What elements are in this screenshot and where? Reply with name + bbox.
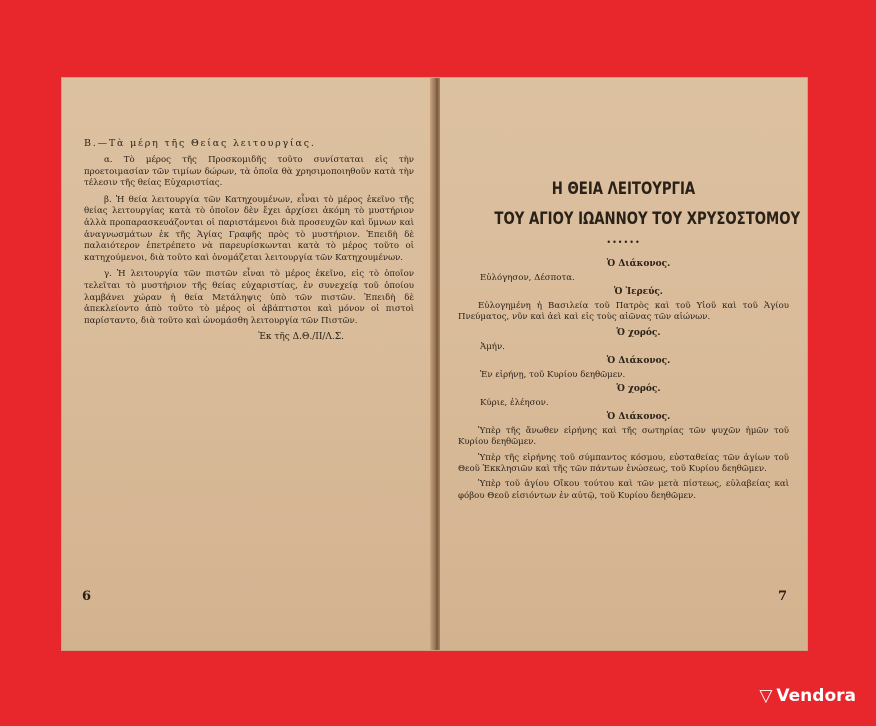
- page-number-right: 7: [777, 589, 787, 604]
- speaker-label: Ὁ Διάκονος.: [606, 411, 671, 422]
- paragraph-prothesis: α. Τὸ μέρος τῆς Προσκομιδῆς τοῦτο συνίσταται εἰς τὴν προετοιμασίαν τῶν τιμίων δώρων, τὰ ὁποῖα θὰ χρησιμοποιηθοῦν κατὰ τὴν τέλεσιν τῆς θείας Εὐχαριστίας.: [84, 155, 414, 189]
- dialogue-line: Ὑπὲρ τῆς ἄνωθεν εἰρήνης καὶ τῆς σωτηρίας τῶν ψυχῶν ἡμῶν τοῦ Κυρίου δεηθῶμεν.: [458, 425, 789, 448]
- right-page: [440, 78, 807, 650]
- watermark-label: Vendora: [776, 686, 856, 706]
- speaker-label: Ὁ χορός.: [616, 383, 661, 394]
- open-booklet: [62, 78, 807, 650]
- speaker-label: Ὁ Διάκονος.: [606, 259, 671, 269]
- left-page: [62, 78, 434, 650]
- petition-line: Ὑπὲρ τοῦ ἁγίου Οἴκου τούτου καὶ τῶν μετὰ πίστεως, εὐλαβείας καὶ φόβου Θεοῦ εἰσιόντων ἐν αὐτῷ, τοῦ Κυρίου δεηθῶμεν.: [458, 479, 789, 501]
- petition-line: Ὑπὲρ τῆς εἰρήνης τοῦ σύμπαντος κόσμου, εὐσταθείας τῶν ἁγίων τοῦ Θεοῦ Ἐκκλησιῶν καὶ τῆς τῶν πάντων ἑνώσεως, τοῦ Κυρίου δεηθῶμεν.: [458, 452, 789, 475]
- source-citation: Ἐκ τῆς Δ.Θ./ΙΙ/Λ.Σ.: [258, 332, 344, 343]
- dialogue-line: Ἐν εἰρήνῃ, τοῦ Κυρίου δεηθῶμεν.: [480, 369, 626, 380]
- speaker-label: Ὁ Ἱερεύς.: [614, 287, 663, 297]
- vendora-watermark: [759, 686, 856, 706]
- dialogue-line: Ἀμήν.: [480, 341, 505, 352]
- vendora-check-icon: ▽: [759, 686, 773, 706]
- liturgy-title-line1: Η ΘΕΙΑ ΛΕΙΤΟΥΡΓΙΑ: [551, 179, 696, 199]
- section-heading: Β.—Τὰ μέρη τῆς Θείας λειτουργίας.: [84, 138, 316, 149]
- dialogue-line: Εὐλόγησον, Δέσποτα.: [480, 273, 575, 283]
- paragraph-faithful: γ. Ἡ λειτουργία τῶν πιστῶν εἶναι τὸ μέρος ἐκεῖνο, εἰς τὸ ὁποῖον τελεῖται τὸ μυστήριον τῆς θείας εὐχαριστίας, ἐν συνεχείᾳ τοῦ ὁποίου λαμβάνει χώραν ἡ θεία Μετάληψις ὑπὸ τῶν πιστῶν. Ἐπειδὴ δὲ ἀπεκλείοντο ἀπὸ τοῦτο τὸ μέρος οἱ ἀβάπτιστοι καὶ μόνον οἱ πιστοὶ παρίσταντο, διὰ τοῦτο καὶ ὠνομάσθη λειτουργία τῶν Πιστῶν.: [84, 269, 414, 326]
- liturgy-title-line2: ΤΟΥ ΑΓΙΟΥ ΙΩΑΝΝΟΥ ΤΟΥ ΧΡΥΣΟΣΤΟΜΟΥ: [494, 209, 801, 229]
- speaker-label: Ὁ Διάκονος.: [606, 355, 671, 366]
- dialogue-line: Κύριε, ἐλέησον.: [480, 397, 549, 408]
- title-ornament: ••••••: [606, 238, 641, 247]
- dialogue-line: Εὐλογημένη ἡ Βασιλεία τοῦ Πατρὸς καὶ τοῦ Υἱοῦ καὶ τοῦ Ἁγίου Πνεύματος, νῦν καὶ ἀεὶ καὶ εἰς τοὺς αἰῶνας τῶν αἰώνων.: [458, 301, 789, 323]
- speaker-label: Ὁ χορός.: [616, 327, 661, 338]
- paragraph-catechumens: β. Ἡ θεία λειτουργία τῶν Κατηχουμένων, εἶναι τὸ μέρος ἐκεῖνο τῆς θείας λειτουργίας κατὰ τὸ ὁποῖον δὲν ἔχει ἀρχίσει ἀκόμη τὸ μυστήριον ἀλλὰ προπαρασκευάζονται οἱ παριστάμενοι διὰ προσευχῶν καὶ ὕμνων καὶ ἀναγνωσμάτων ἐκ τῆς Ἁγίας Γραφῆς πρὸς τὸ μυστήριον. Ἐπειδὴ δὲ παλαιότερον ἐπετρέπετο νὰ παρευρίσκωνται κατὰ τὸ μέρος τοῦτο οἱ κατηχούμενοι, διὰ τοῦτο καὶ ὀνομάζεται λειτουργία τῶν Κατηχουμένων.: [84, 194, 414, 263]
- page-number-left: 6: [82, 589, 92, 604]
